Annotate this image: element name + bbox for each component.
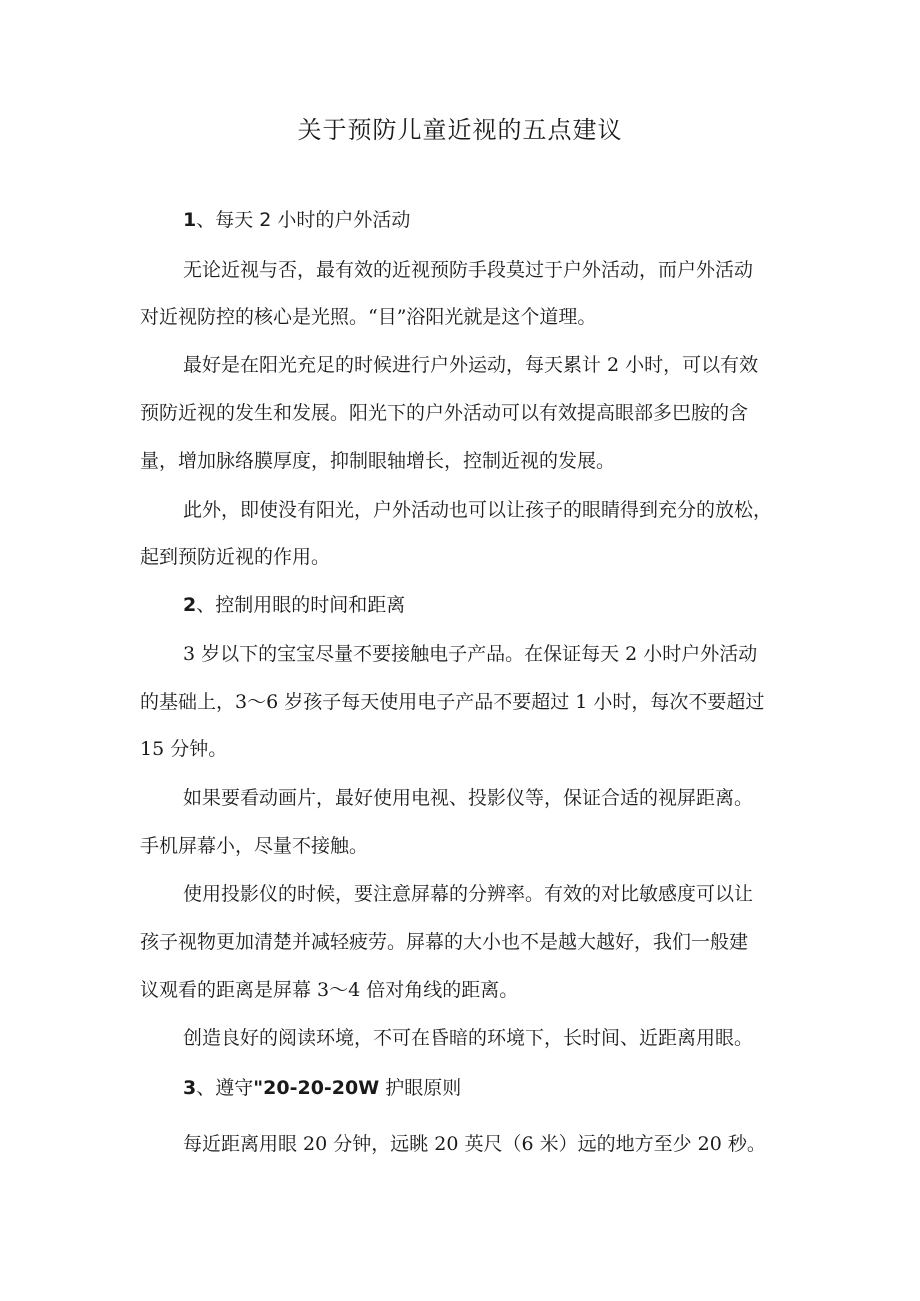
section-3-heading-pre: 、遵守 (196, 1077, 254, 1099)
paragraph-line: 对近视防控的核心是光照。“目”浴阳光就是这个道理。 (140, 306, 597, 328)
paragraph-line: 量，增加脉络膜厚度，抑制眼轴增长，控制近视的发展。 (140, 450, 616, 472)
section-3-heading-post: 护眼原则 (379, 1077, 462, 1099)
paragraph-line: 使用投影仪的时候，要注意屏幕的分辨率。有效的对比敏感度可以让 (183, 883, 754, 905)
section-3-heading (183, 1074, 461, 1102)
section-1-heading (183, 206, 410, 234)
paragraph-line: 手机屏幕小，尽量不接触。 (140, 835, 369, 857)
paragraph-line: 最好是在阳光充足的时候进行户外运动，每天累计 2 小时，可以有效 (183, 354, 759, 376)
paragraph-line: 15 分钟。 (140, 738, 228, 760)
paragraph-line: 无论近视与否，最有效的近视预防手段莫过于户外活动，而户外活动 (183, 259, 754, 281)
section-3-number: 3 (183, 1077, 197, 1099)
paragraph-line: 创造良好的阅读环境，不可在昏暗的环境下，长时间、近距离用眼。 (183, 1027, 754, 1049)
paragraph-line: 议观看的距离是屏幕 3～4 倍对角线的距离。 (140, 979, 519, 1001)
paragraph-line: 3 岁以下的宝宝尽量不要接触电子产品。在保证每天 2 小时户外活动 (183, 643, 758, 665)
paragraph-line: 此外，即使没有阳光，户外活动也可以让孩子的眼睛得到充分的放松， (183, 499, 773, 521)
section-2-heading-text: 、控制用眼的时间和距离 (196, 594, 406, 616)
paragraph-line: 起到预防近视的作用。 (140, 546, 331, 568)
paragraph-line: 预防近视的发生和发展。阳光下的户外活动可以有效提高眼部多巴胺的含 (140, 402, 749, 424)
section-1-number: 1 (183, 209, 197, 231)
paragraph-line: 的基础上，3～6 岁孩子每天使用电子产品不要超过 1 小时，每次不要超过 (140, 691, 765, 713)
paragraph-line: 孩子视物更加清楚并减轻疲劳。屏幕的大小也不是越大越好，我们一般建 (140, 931, 749, 953)
section-2-number: 2 (183, 594, 197, 616)
document-title: 关于预防儿童近视的五点建议 (297, 116, 623, 144)
section-1-heading-text: 、每天 2 小时的户外活动 (196, 209, 411, 231)
section-2-heading (183, 591, 405, 619)
section-3-rule: "20-20-20W (253, 1077, 380, 1099)
paragraph-line: 每近距离用眼 20 分钟，远眺 20 英尺（6 米）远的地方至少 20 秒。 (183, 1133, 766, 1155)
paragraph-line: 如果要看动画片，最好使用电视、投影仪等，保证合适的视屏距离。 (183, 787, 754, 809)
